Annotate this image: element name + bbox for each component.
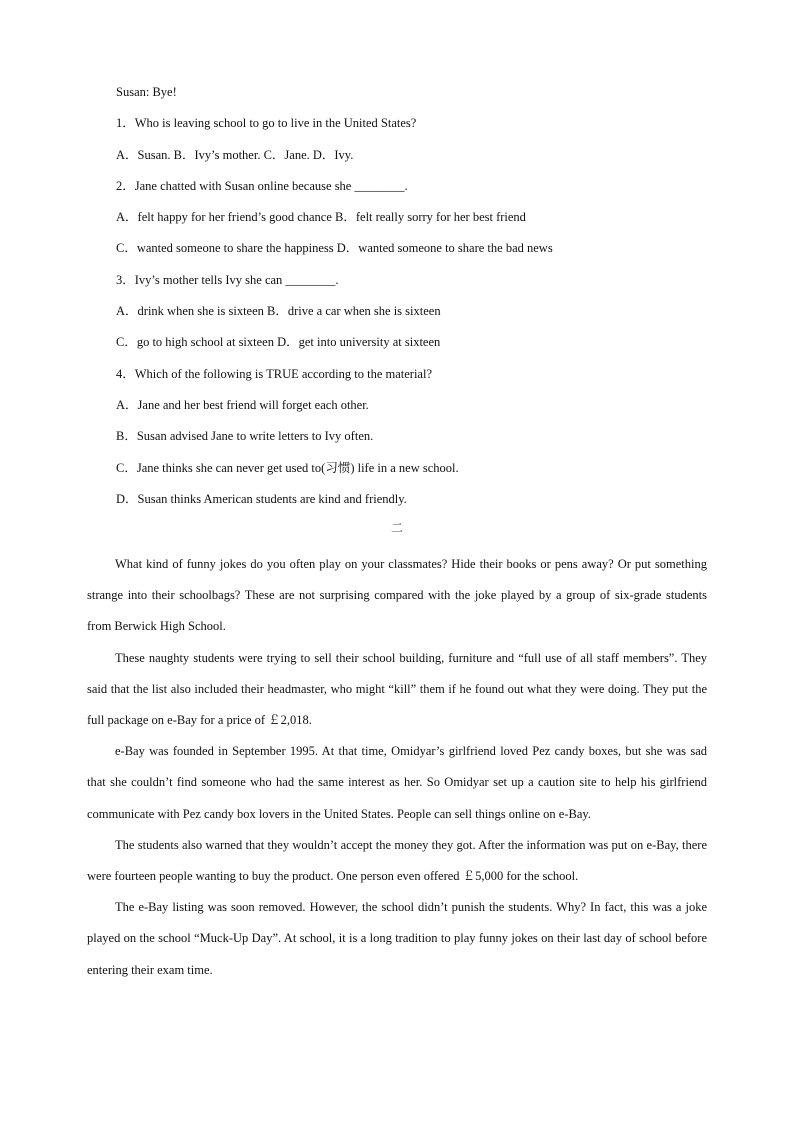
question-4-option-b: B．Susan advised Jane to write letters to Ivy often.: [116, 429, 374, 444]
section-heading: 二: [390, 521, 403, 535]
reading-passage: [87, 549, 707, 986]
question-2-stem: 2．Jane chatted with Susan online because she ________.: [116, 178, 408, 193]
question-2-options-ab: A．felt happy for her friend’s good chance B．felt really sorry for her best friend: [116, 210, 526, 225]
question-3-options-ab: A．drink when she is sixteen B．drive a car when she is sixteen: [116, 304, 441, 319]
question-1-options: A．Susan. B．Ivy’s mother. C．Jane. D．Ivy.: [116, 147, 354, 162]
passage-paragraph-4: The students also warned that they wouldn’t accept the money they got. After the information was put on e-Bay, there were fourteen people wanting to buy the product. One person even offered ￡5,000 for the school.: [87, 837, 707, 884]
question-4-option-c: C．Jane thinks she can never get used to(习惯) life in a new school.: [116, 460, 459, 475]
passage-paragraph-2: These naughty students were trying to sell their school building, furniture and “full use of all staff members”. They said that the list also included their headmaster, who might “kill” them if he found out what they were doing. They put the full package on e-Bay for a price of ￡2,018.: [87, 650, 707, 728]
question-2-options-cd: C．wanted someone to share the happiness D．wanted someone to share the bad news: [116, 241, 553, 256]
question-4-option-d: D．Susan thinks American students are kind and friendly.: [116, 491, 407, 506]
passage-paragraph-5: The e-Bay listing was soon removed. However, the school didn’t punish the students. Why? In fact, this was a joke played on the school “Muck-Up Day”. At school, it is a long tradition to play funny jokes on their last day of school before entering their exam time.: [87, 900, 707, 977]
dialogue-line: Susan: Bye!: [116, 85, 177, 99]
question-section: [116, 82, 716, 520]
question-3-stem: 3．Ivy’s mother tells Ivy she can ________.: [116, 272, 339, 287]
passage-paragraph-3: e-Bay was founded in September 1995. At that time, Omidyar’s girlfriend loved Pez candy boxes, but she was sad that she couldn’t find someone who had the same interest as her. So Omidyar set up a caution site to help his girlfriend communicate with Pez candy box lovers in the United States. People can sell things online on e-Bay.: [87, 744, 707, 821]
passage-paragraph-1: What kind of funny jokes do you often play on your classmates? Hide their books or pens away? Or put something strange into their schoolbags? These are not surprising compared with the joke played by a group of six-grade students from Berwick High School.: [87, 557, 707, 634]
question-1-stem: 1．Who is leaving school to go to live in the United States?: [116, 116, 417, 131]
question-4-option-a: A．Jane and her best friend will forget each other.: [116, 397, 369, 412]
question-3-options-cd: C．go to high school at sixteen D．get into university at sixteen: [116, 335, 441, 350]
question-4-stem: 4．Which of the following is TRUE according to the material?: [116, 366, 433, 381]
